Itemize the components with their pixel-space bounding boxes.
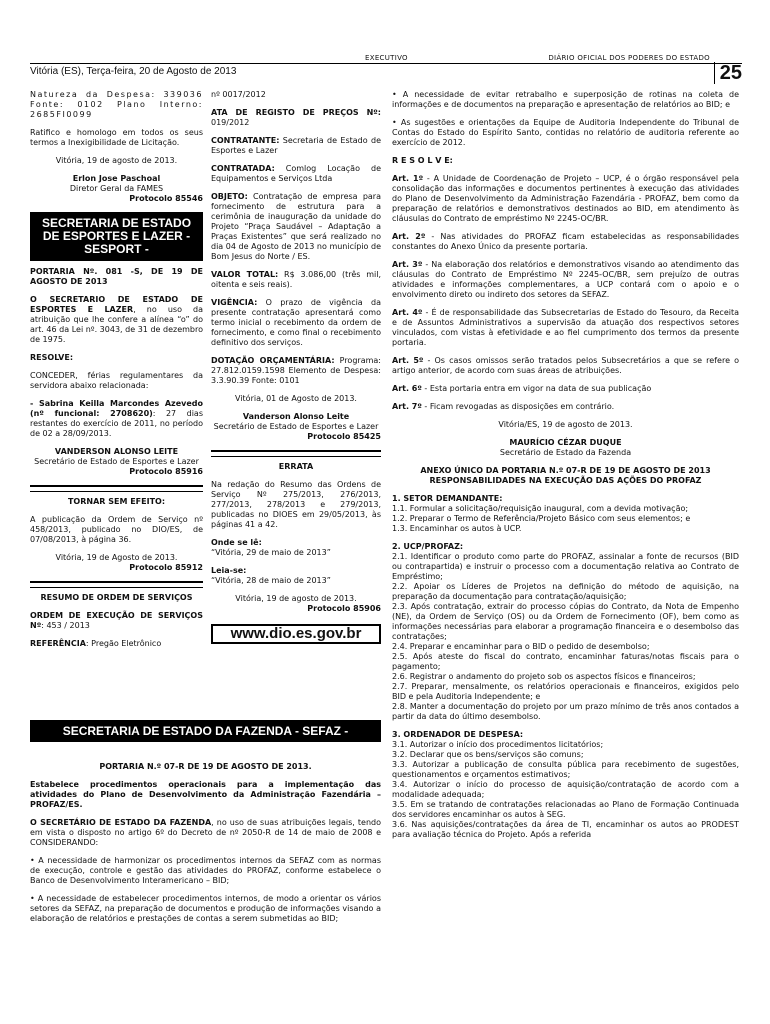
protocol-number: Protocolo 85912 <box>129 563 203 572</box>
paragraph: - Sabrina Keilla Marcondes Azevedo (nº funcional: 2708620): 27 dias restantes do exercício de 2011, no período de 02 a 28/09/2013. <box>30 399 203 438</box>
section-heading: 1. SETOR DEMANDANTE: <box>392 494 503 503</box>
section-label: EXECUTIVO <box>365 54 408 62</box>
list-item: 2.5. Após ateste do fiscal do contrato, encaminhar faturas/notas fiscais para o pagamento; <box>392 652 739 671</box>
list-item: 3.5. Em se tratando de contratações relacionadas ao Plano de Formação Continuada dos servidores encaminhar os autos à SEG. <box>392 800 739 819</box>
list-item: 3.3. Autorizar a publicação de consulta pública para recebimento de sugestões, questionamentos e orçamentos estimativos; <box>392 760 739 779</box>
signature-block <box>30 174 203 204</box>
paragraph: O SECRETÁRIO DE ESTADO DA FAZENDA, no uso de suas atribuições legais, tendo em vista o disposto no artigo 6º do Decreto de nº 2050-R de 14 de maio de 2008 e CONSIDERANDO: <box>30 818 382 847</box>
ementa: Estabelece procedimentos operacionais para a implementação das atividades do Plano de Desenvolvimento da Administração Fazendária – PROFAZ/ES. <box>30 780 381 809</box>
article: Art. 4º - É de responsabilidade das Subsecretarias de Estado do Tesouro, da Receita e de Assuntos Administrativos a supervisão da atuação dos respectivos setores vinculados, com vistas à efetividade e ao fiel cumprimento dos termos da presente portaria. <box>392 308 739 347</box>
paragraph: Ratifico e homologo em todos os seus termos a Inexigibilidade de Licitação. <box>30 128 203 147</box>
column-1 <box>30 90 203 657</box>
paragraph: CONTRATANTE: Secretaria de Estado de Esportes e Lazer <box>211 136 381 155</box>
list-item: 2.6. Registrar o andamento do projeto sob os aspectos físicos e financeiros; <box>392 672 696 681</box>
page-header <box>30 50 742 90</box>
subheading: ERRATA <box>278 462 314 471</box>
paragraph: REFERÊNCIA: Pregão Eletrônico <box>30 639 162 648</box>
divider <box>211 450 381 457</box>
list-item: 1.1. Formular a solicitação/requisição inaugural, com a devida motivação; <box>392 504 689 513</box>
signer-name: MAURÍCIO CÉZAR DUQUE <box>509 438 622 447</box>
subheading: TORNAR SEM EFEITO: <box>67 497 166 506</box>
portaria-title: PORTARIA N.º 07-R DE 19 DE AGOSTO DE 2013. <box>99 762 312 771</box>
date-text: Vitória, 01 de Agosto de 2013. <box>235 394 357 403</box>
paragraph: DOTAÇÃO ORÇAMENTÁRIA: Programa: 27.812.0159.1598 Elemento de Despesa: 3.3.90.39 Fonte: 0101 <box>211 356 381 385</box>
sefaz-block <box>30 762 381 932</box>
list-item: 2.8. Manter a documentação do projeto por um prazo mínimo de três anos contados a partir da data do último desembolso. <box>392 702 739 721</box>
list-item: 2.7. Preparar, mensalmente, os relatórios operacionais e financeiros, exigidos pelo BID e pela Auditoria Independente; e <box>392 682 739 701</box>
paragraph: VALOR TOTAL: R$ 3.086,00 (três mil, oitenta e seis reais). <box>211 270 381 289</box>
list-item: 3.2. Declarar que os bens/serviços são comuns; <box>392 750 584 759</box>
paragraph: Onde se lê: “Vitória, 29 de maio de 2013” <box>211 538 331 557</box>
section-banner-sefaz: SECRETARIA DE ESTADO DA FAZENDA - SEFAZ - <box>30 720 381 742</box>
bullet-item: • A necessidade de harmonizar os procedimentos internos da SEFAZ com as normas de execução, controle e gestão das atividades do PROFAZ, conforme estabelece o Banco de Desenvolvimento Interamericano – BID; <box>30 856 381 885</box>
paragraph: A publicação da Ordem de Serviço nº 458/2013, publicado no DIO/ES, de 07/08/2013, à página 36. <box>30 515 203 544</box>
list-item: 3.1. Autorizar o início dos procedimentos licitatórios; <box>392 740 604 749</box>
paragraph: CONCEDER, férias regulamentares da servidora abaixo relacionada: <box>30 371 203 390</box>
bullet-item: • A necessidade de estabelecer procedimentos internos, de modo a orientar os vários setores da SEFAZ, na preparação de documentos e produção de informações visando a elaboração de relatórios e prestações de contas a serem submetidas ao BID; <box>30 894 381 923</box>
list-item: 3.6. Nas aquisições/contratações da área de TI, encaminhar os autos ao PRODEST para avaliação técnica do Projeto. Após a referida <box>392 820 739 839</box>
paragraph: ORDEM DE EXECUÇÃO DE SERVIÇOS Nº: 453 / 2013 <box>30 611 203 630</box>
date-text: Vitória, 19 de Agosto de 2013. <box>55 553 178 562</box>
paragraph: OBJETO: Contratação de empresa para fornecimento de estrutura para a cerimônia de inauguração da unidade do Projeto “Praça Saudável – Adaptação a Praças Existentes” que será realizado no dia 04 de Agosto de 2013 no município de Bom Jesus do Norte / ES. <box>211 192 381 261</box>
paragraph: Natureza da Despesa: 339036 Fonte: 0102 Plano Interno: 2685FI0099 <box>30 90 203 119</box>
article: Art. 3º - Na elaboração dos relatórios e demonstrativos visando ao atendimento das cláusulas do Contrato de Empréstimo Nº 2245-OC/BR, sem prejuízo de outras atividades e informações complementares, a UCP contará com o apoio e o envolvimento direto ou indireto dos setores da SEFAZ. <box>392 260 739 299</box>
list-item: 3.4. Autorizar o início do processo de aquisição/contratação de acordo com a modalidade adequada; <box>392 780 739 799</box>
paragraph: O SECRETARIO DE ESTADO DE ESPORTES E LAZER, no uso da atribuição que lhe confere a alínea “o” do art. 46 da Lei nº. 3043, de 31 de dezembro de 1975. <box>30 295 204 344</box>
divider <box>30 581 203 588</box>
article: Art. 7º - Ficam revogadas as disposições em contrário. <box>392 402 615 411</box>
article: Art. 1º - A Unidade de Coordenação de Projeto – UCP, é o órgão responsável pela consolidação das informações e documentos pertinentes à execução das atividades do Plano de Desenvolvimento da Administração Fazendária - PROFAZ, bem como da preparação de relatórios e demonstrativos destinados ao BID, em atendimento às cláusulas do Contrato de empréstimo Nº 2245-OC/BR. <box>392 174 739 223</box>
annex-title: ANEXO ÚNICO DA PORTARIA N.º 07-R DE 19 DE AGOSTO DE 2013 <box>420 466 711 475</box>
paragraph: Leia-se: “Vitória, 28 de maio de 2013” <box>211 566 331 585</box>
protocol-number: Protocolo 85906 <box>307 604 381 613</box>
date-line: Vitória (ES), Terça-feira, 20 de Agosto de 2013 <box>30 66 237 77</box>
section-heading: 2. UCP/PROFAZ: <box>392 542 464 551</box>
header-rule <box>30 63 742 64</box>
list-item: 2.4. Preparar e encaminhar para o BID o pedido de desembolso; <box>392 642 650 651</box>
column-2 <box>211 90 381 644</box>
list-item: 2.3. Após contratação, extrair do processo cópias do Contrato, da Nota de Empenho (NE), da Ordem de Serviço (OS) ou da Ordem de Fornecimento (OF), bem como as informações necessárias para elaborar a programação financeira e o desembolso das contratações; <box>392 602 739 641</box>
section-banner: SECRETARIA DE ESTADO DE ESPORTES E LAZER - SESPORT - <box>30 212 203 261</box>
signer-role: Secretário de Estado de Esportes e Lazer <box>34 457 199 466</box>
date-text: Vitória, 19 de agosto de 2013. <box>55 156 178 165</box>
portaria-title: PORTARIA Nº. 081 -S, DE 19 DE AGOSTO DE 2013 <box>30 267 203 286</box>
protocol-number: Protocolo 85425 <box>307 432 381 441</box>
signature-block <box>392 438 739 458</box>
protocol-number: Protocolo 85916 <box>129 467 203 476</box>
article: Art. 2º - Nas atividades do PROFAZ ficam estabelecidas as responsabilidades constantes do Anexo Único da presente portaria. <box>392 232 739 251</box>
signer-name: VANDERSON ALONSO LEITE <box>54 447 179 456</box>
subheading: RESUMO DE ORDEM DE SERVIÇOS <box>40 593 193 602</box>
signer-role: Secretário de Estado de Esportes e Lazer <box>213 422 379 431</box>
signer-role: Diretor Geral da FAMES <box>69 184 164 193</box>
list-item: 1.3. Encaminhar os autos à UCP. <box>392 524 522 533</box>
signer-role: Secretário de Estado da Fazenda <box>499 448 632 457</box>
bullet-item: • As sugestões e orientações da Equipe de Auditoria Independente do Tribunal de Contas do Estado do Espírito Santo, contidas no relatório de auditoria referente ao exercício de 2012. <box>392 118 739 147</box>
section-heading: 3. ORDENADOR DE DESPESA: <box>392 730 524 739</box>
signature-block <box>211 412 381 442</box>
resolve-heading: R E S O L V E: <box>392 156 453 165</box>
paragraph: ATA DE REGISTO DE PREÇOS Nº: 019/2012 <box>211 108 381 127</box>
resolve-heading: RESOLVE: <box>30 353 74 362</box>
website-link[interactable]: www.dio.es.gov.br <box>211 624 381 644</box>
date-text: Vitória, 19 de agosto de 2013. <box>235 594 357 603</box>
bullet-item: • A necessidade de evitar retrabalho e superposição de rotinas na coleta de informações e de documentos na preparação e apresentação de relatórios ao BID; e <box>392 90 739 109</box>
list-item: 1.2. Preparar o Termo de Referência/Projeto Básico com seus elementos; e <box>392 514 691 523</box>
list-item: 2.1. Identificar o produto como parte do PROFAZ, assinalar a fonte de recursos (BID ou contrapartida) e instruir o processo com a documentação relativa ao Contrato de Empréstimo; <box>392 552 739 581</box>
paragraph: nº 0017/2012 <box>211 90 266 99</box>
signer-name: Erlon Jose Paschoal <box>72 174 161 183</box>
annex-subtitle: RESPONSABILIDADES NA EXECUÇÃO DAS AÇÕES DO PROFAZ <box>429 476 702 485</box>
paper-name: DIÁRIO OFICIAL DOS PODERES DO ESTADO <box>548 54 710 62</box>
divider <box>30 485 203 492</box>
list-item: 2.2. Apoiar os Líderes de Projetos na definição do método de aquisição, na preparação da documentação para contratação/aquisição; <box>392 582 739 601</box>
signer-name: Vanderson Alonso Leite <box>242 412 350 421</box>
article: Art. 5º - Os casos omissos serão tratados pelos Subsecretários a que se refere o artigo anterior, de acordo com suas áreas de atribuições. <box>392 356 739 375</box>
protocol-number: Protocolo 85546 <box>129 194 203 203</box>
column-3 <box>392 90 739 840</box>
paragraph: VIGÊNCIA: O prazo de vigência da presente contratação apresentará como termo inicial o recebimento da ordem de fornecimento, e como final o recebimento definitivo dos serviços. <box>211 298 381 347</box>
paragraph: CONTRATADA: Comlog Locação de Equipamentos e Serviços Ltda <box>211 164 381 183</box>
date-text: Vitória/ES, 19 de agosto de 2013. <box>498 420 633 429</box>
page-number: 25 <box>714 62 742 84</box>
paragraph: Na redação do Resumo das Ordens de Serviço Nº 275/2013, 276/2013, 277/2013, 278/2013 e 279/2013, publicadas no DIOES em 29/05/2013, às páginas 41 a 42. <box>211 480 381 529</box>
signature-block <box>30 447 203 477</box>
article: Art. 6º - Esta portaria entra em vigor na data de sua publicação <box>392 384 652 393</box>
